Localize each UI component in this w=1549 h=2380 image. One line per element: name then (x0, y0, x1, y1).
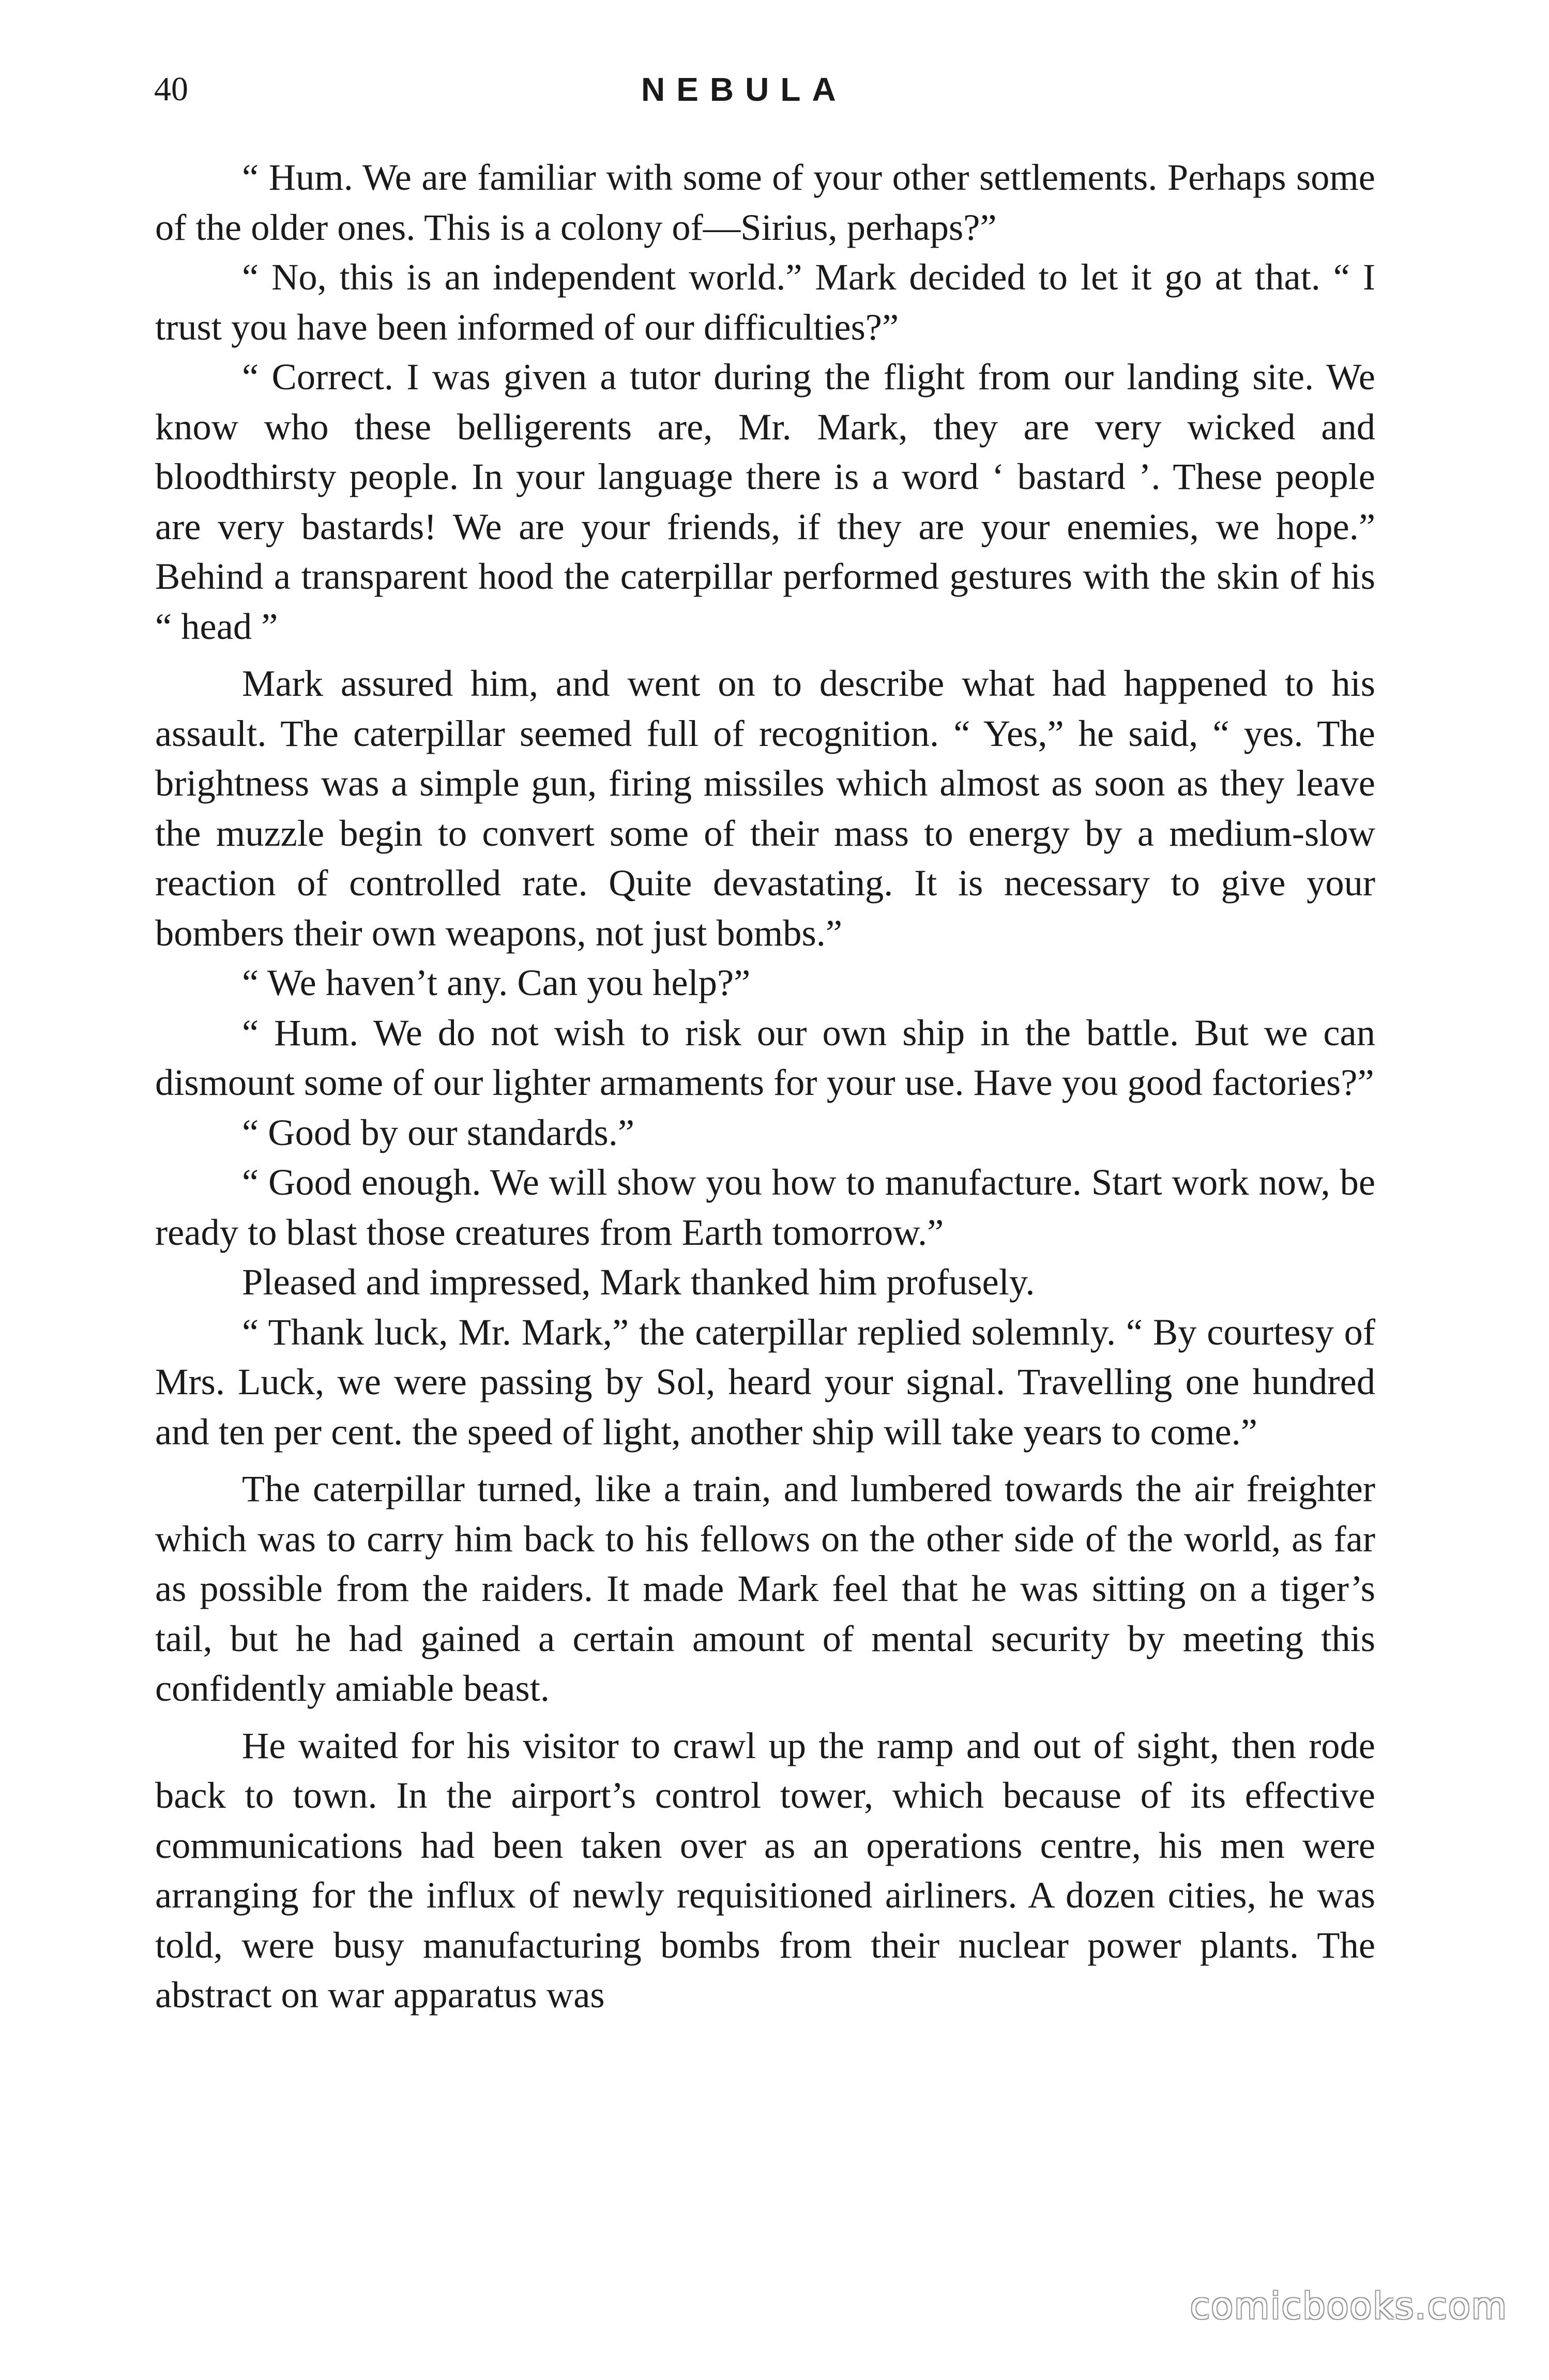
body-text (155, 152, 1375, 2020)
watermark: comicbooks.com (1190, 2285, 1508, 2327)
running-title: NEBULA (641, 71, 847, 108)
paragraph: Pleased and impressed, Mark thanked him profusely. (242, 1261, 1035, 1303)
paragraph: “ Correct. I was given a tutor during the flight from our landing site. We know who these belligerents are, Mr. Mark, they are very wicked and bloodthirsty people. In your language there is a word ‘ bastard ’. These people are very bastards! We are your friends, if they are your enemies, we hope.” Behind a transparent hood the caterpillar performed gestures with the skin of his “ head ” (155, 356, 1375, 647)
paragraph: “ Good by our standards.” (242, 1111, 635, 1153)
page-number: 40 (154, 70, 188, 108)
paragraph: “ Good enough. We will show you how to manufacture. Start work now, be ready to blast those creatures from Earth tomorrow.” (155, 1161, 1375, 1253)
paragraph: “ No, this is an independent world.” Mark decided to let it go at that. “ I trust you have been informed of our difficulties?” (155, 256, 1375, 348)
paragraph: Mark assured him, and went on to describe what had happened to his assault. The caterpillar seemed full of recognition. “ Yes,” he said, “ yes. The brightness was a simple gun, firing missiles which almost as soon as they leave the muzzle begin to convert some of their mass to energy by a medium-slow reaction of controlled rate. Quite devastating. It is necessary to give your bombers their own weapons, not just bombs.” (155, 662, 1375, 954)
paragraph: “ Hum. We do not wish to risk our own ship in the battle. But we can dismount some of our lighter armaments for your use. Have you good factories?” (155, 1011, 1375, 1103)
paragraph: The caterpillar turned, like a train, and lumbered towards the air freighter which was to carry him back to his fellows on the other side of the world, as far as possible from the raiders. It made Mark feel that he was sitting on a tiger’s tail, but he had gained a certain amount of mental security by meeting this confidently amiable beast. (155, 1468, 1375, 1709)
paragraph: “ Thank luck, Mr. Mark,” the caterpillar replied solemnly. “ By courtesy of Mrs. Luck, we were passing by Sol, heard your signal. Travelling one hundred and ten per cent. the speed of light, another ship will take years to come.” (155, 1310, 1375, 1453)
paragraph: “ We haven’t any. Can you help?” (242, 962, 751, 1003)
paragraph: He waited for his visitor to crawl up the ramp and out of sight, then rode back to town. In the airport’s control tower, which because of its effective communications had been taken over as an operations centre, his men were arranging for the influx of newly requisitioned airliners. A dozen cities, he was told, were busy manufacturing bombs from their nuclear power plants. The abstract on war apparatus was (155, 1724, 1375, 2016)
paragraph: “ Hum. We are familiar with some of your other settlements. Perhaps some of the older ones. This is a colony of—Sirius, perhaps?” (155, 156, 1375, 248)
